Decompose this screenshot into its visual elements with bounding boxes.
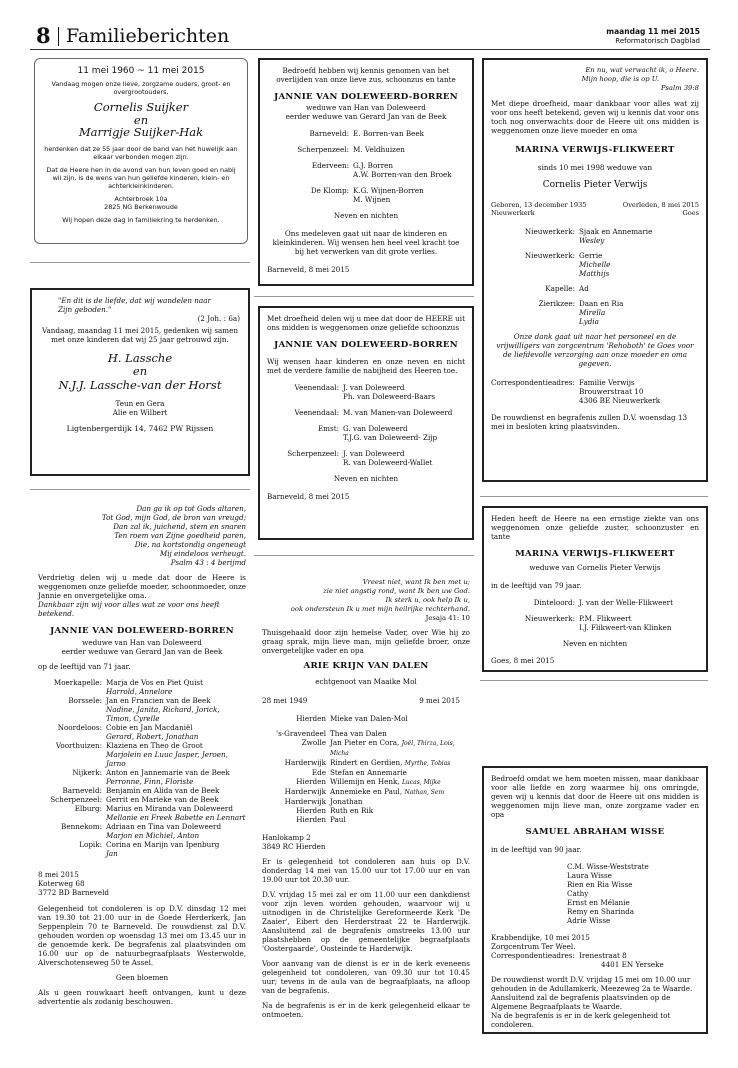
lassche-address: Ligtenbergerdijk 14, 7462 PW Rijssen [66,424,214,433]
jannie-family-list [38,678,246,858]
family-row: Bennekom: Adriaan en Tina van Doleweerd Marjon en Michiel, Anton [61,822,222,840]
anniversary-body-1: herdenken dat ze 55 jaar door de band van het huwelijk aan elkaar verbonden mogen zijn. [44,145,238,161]
siblings-family-list [267,129,465,204]
marina-dates [491,201,699,217]
obituary-jannie-children [34,498,250,1064]
couple-en: en [133,113,149,127]
arie-poem-1: Vreest niet, want Ik ben met u; [362,578,470,586]
siblings-body: Ons medeleven gaat uit naar de kinderen en kleinkinderen. Wij wensen hen heel veel kracht toe bij het verwerken van dit grote verlies. [272,229,460,256]
jannie-name: JANNIE VAN DOLEWEERD-BORREN [50,626,234,636]
obituary-samuel-wisse [482,766,708,1034]
jannie-poem-3: Dan zal ik, juichend, stem en snaren [113,522,246,531]
jannie-poem-5: Die, na kortstondig ongeneugt [134,540,246,549]
column-separator [254,296,474,297]
wisse-family-list [491,862,699,925]
family-member: Adrie Wisse [567,916,611,925]
family-member: Rien en Ria Wisse [567,880,633,889]
inlaws-place-date: Barneveld, 8 mei 2015 [267,492,350,501]
obituary-jannie-inlaws [258,306,474,540]
jannie-poem-2: Tot God, mijn God, de bron van vreugd; [101,513,246,522]
marina2-name: MARINA VERWIJS-FLIKWEERT [515,549,675,559]
family-member: Laura Wisse [567,871,612,880]
column-separator [30,489,250,490]
wisse-body-2: Aansluitend zal de begrafenis plaatsvinden op de Algemene Begraafplaats te Waarde. [491,993,671,1011]
arie-poem-2: zie niet angstig rond, want Ik ben uw God. [323,587,470,595]
arie-name: ARIE KRIJN VAN DALEN [303,661,429,671]
marina-born-place: Nieuwerkerk [491,209,535,217]
obituary-jannie-siblings [258,58,474,286]
family-member: Ernst en Mélanie [567,898,630,907]
family-row: Nieuwerkerk: P.M. Flikweert I.J. Flikweert-van Klinken [524,614,672,632]
corr-label: Correspondentieadres: [491,951,575,960]
lassche-kids-2: Alie en Wilbert [112,408,168,417]
arie-intro: Thuisgehaald door zijn hemelse Vader, over Wie hij zo graag sprak, mijn lieve man, mijn geliefde broer, onze onvergetelijke vader en opa [262,628,470,655]
anniversary-body-2: Dat de Heere hen in de avond van hun leven goed en nabij wil zijn, is de wens van hun geliefde kinderen, klein- en achterkleinkinderen. [46,166,236,190]
lassche-name-1: H. Lassche [107,351,173,365]
jannie-intro: Verdrietig delen wij u mede dat door de Heere is weggenomen onze geliefde moeder, schoonmoeder, onze Jannie en onvergetelijke oma. [38,573,246,600]
arie-died: 9 mei 2015 [419,696,460,705]
jannie-flowers: Geen bloemen [115,973,169,982]
marina-poem-ref: Psalm 39:8 [661,84,699,92]
wisse-care: Zorgcentrum Ter Weel. [491,942,576,951]
family-member: Remy en Sharinda [567,907,635,916]
family-row: Kapelle: Ad [545,284,589,293]
wisse-age: in de leeftijd van 90 jaar. [491,845,582,854]
family-row: Dinteloord: J. van der Welle-Flikweert [533,598,673,607]
siblings-nephews: Neven en nichten [333,211,399,220]
arie-family-list [262,714,470,824]
family-row: Emst: G. van Doleweerd T.J.G. van Doleweerd- Zijp [317,424,438,442]
marina2-place-date: Goes, 8 mei 2015 [491,656,555,665]
jannie-thanks: Dankbaar zijn wij voor alles wat ze voor ons heeft betekend. [38,600,220,618]
page-number: 8 [36,23,51,48]
lassche-quote-ref: (2 Joh. : 6a) [197,314,240,323]
family-row: Harderwijk Annemieke en Paul, Nathan, Sem [284,787,445,796]
family-row: Nieuwerkerk: Gerrie Michelle Matthijs [524,251,611,278]
marina-poem-2: Mijn hoop, die is op U. [581,75,659,83]
obituary-marina-siblings [482,506,708,672]
arie-dates [262,696,470,705]
header-rule [30,49,710,50]
family-row: Nieuwerkerk: Sjaak en Annemarie Wesley [524,227,653,245]
couple-name-2: Marrigje Suijker-Hak [78,125,204,139]
inlaws-body: Wij wensen haar kinderen en onze neven en nicht met de verdere familie de nabijheid des Heeren toe. [267,357,465,375]
family-row: Zwolle Jan Pieter en Cora, Joël, Thirza, Lois, Micha [301,738,455,757]
family-row: Scherpenzeel: J. van Doleweerd R. van Doleweerd-Wallet [287,449,433,467]
lassche-kids-1: Teun en Gera [115,399,165,408]
family-row: Elburg: Marius en Miranda van Doleweerd Mellanie en Freek Babette en Lennart [74,804,246,822]
family-row: Harderwijk Jonathan [284,797,363,806]
anniversary-address-2: 2825 NG Berkenwoude [104,203,178,211]
family-row: Zierikzee: Daan en Ria Mirella Lydia [538,299,624,326]
marina2-family-list [491,598,699,632]
column-separator [480,680,708,681]
arie-address-1: Hanlokamp 2 [262,833,311,842]
header-divider [58,27,59,46]
jannie-poem-ref: Psalm 43 : 4 berijmd [170,558,246,567]
marina-husband: Cornelis Pieter Verwijs [542,180,648,190]
family-row: De Klomp: K.G. Wijnen-Borren M. Wijnen [310,186,424,204]
anniversary-closing: Wij hopen deze dag in familiekring te herdenken. [62,216,220,224]
family-row: Noordeloos: Cobie en Jan Macdaniël Gerard, Robert, Jonathan [57,723,199,741]
arie-born: 28 mei 1949 [262,696,308,705]
jannie-closing: Als u geen rouwkaart heeft ontvangen, kunt u deze advertentie als zodanig beschouwen. [38,988,246,1006]
family-row: Borssele: Jan en Francien van de Beek Nadine, Janita, Richard, Jorick, Timon, Cyrelle [68,696,220,723]
siblings-widow: weduwe van Han van Doleweerd [306,103,426,112]
family-member: Cathy [567,889,589,898]
marina2-nephews: Neven en nichten [562,639,628,648]
siblings-place-date: Barneveld, 8 mei 2015 [267,265,350,274]
section-title: Familieberichten [66,25,230,47]
marina-funeral-info: De rouwdienst en begrafenis zullen D.V. woensdag 13 mei in besloten kring plaatsvinden. [491,413,688,431]
column-separator [480,496,708,497]
marina-family-list [491,227,699,326]
anniversary-ad-suijker [34,58,248,244]
siblings-prev: eerder weduwe van Gerard Jan van de Beek [285,112,447,121]
arie-body-2: D.V. vrijdag 15 mei zal er om 11.00 uur een dankdienst voor zijn leven worden gehouden, waarvoor wij u uitnodigen in de Christelijke Gereformeerde Kerk 'De Zaaier', Eibert den Herderstraat 22 te Harderwijk. Aansluitend zal de begrafenis omstreeks 13.00 uur plaatshebben op de gemeentelijke begraafplaats 'Oostergaarde', Oosteinde te Harderwijk. [262,890,470,953]
family-row: Hierden Paul [296,815,346,824]
family-row: Ederveen: G.J. Borren A.W. Borren-van den Broek [311,161,452,179]
wisse-body-1: De rouwdienst wordt D.V. vrijdag 15 mei om 10.00 uur gehouden in de Adullamkerk, Meezeweg 2a te Waarde. [491,975,693,993]
corr-line-2: Brouwerstraat 10 [579,387,644,396]
family-row: Hierden Willemijn en Henk, Lucas, Mijke [296,777,441,786]
jannie-poem-4: Ten roem van Zijne goedheid paren, [114,531,246,540]
marina-died-place: Goes [682,209,699,217]
wisse-correspondence [491,951,699,969]
family-row: Veenendaal: J. van Doleweerd Ph. van Doleweerd-Baars [294,383,436,401]
jannie-address-1: Koterweg 68 [38,879,85,888]
marina-born: Geboren, 13 december 1935 [491,201,587,209]
marina2-intro: Heden heeft de Heere na een ernstige ziekte van ons weggenomen onze geliefde zuster, schoonzuster en tante [491,514,699,541]
family-row: Ede Stefan en Annemarie [311,768,407,777]
family-row: Voorthuizen: Klaziena en Theo de Groot Marjolein en Luuc Jasper, Jeroen, Jarno [55,741,228,768]
inlaws-nephews: Neven en nichten [333,474,399,483]
family-row: Barneveld: E. Borren-van Beek [309,129,425,138]
header-date: maandag 11 mei 2015 [606,27,700,36]
column-separator [254,555,474,556]
inlaws-intro: Met droefheid delen wij u mee dat door de HEERE uit ons midden is weggenomen onze geliefde schoonzus [267,314,465,332]
family-row: Nijkerk: Anton en Jannemarie van de Beek Perronne, Finn, Floriste [72,768,230,786]
wisse-name: SAMUEL ABRAHAM WISSE [525,827,665,837]
corr-label: Correspondentieadres: [491,378,575,387]
marina-since: sinds 10 mei 1998 weduwe van [537,163,653,172]
family-row: Hierden Mieke van Dalen-Mol [296,714,408,723]
anniversary-intro: Vandaag mogen onze lieve, zorgzame ouders, groot- en overgrootouders, [51,80,231,96]
wisse-place-date: Krabbendijke, 10 mei 2015 [491,933,590,942]
marina-died: Overleden, 8 mei 2015 [622,201,699,209]
lassche-quote: "En dit is de liefde, dat wij wandelen naar Zijn geboden." [58,296,211,314]
family-row: Moerkapelle: Marja de Vos en Piet Quist Harrold, Annelore [53,678,203,696]
lassche-en: en [132,364,148,378]
arie-spouse: echtgenoot van Maaike Mol [315,677,417,686]
jannie-funeral-info: Gelegenheid tot condoleren is op D.V. dinsdag 12 mei van 19.30 tot 21.00 uur in de Goede Herderkerk, Jan Seppenplein 70 te Barneveld. De rouwdienst zal D.V. gehouden worden op woensdag 13 mei om 13.45 uur in de genoemde kerk. De begrafenis zal plaatsvinden om 16.00 uur op de natuurbegraafplaats Westerwolde, Alverschotenseweg 50 te Assel. [38,904,246,967]
family-row: Barneveld: Benjamin en Alida van de Beek [62,786,220,795]
anniversary-ad-lassche [30,288,250,476]
family-row: Scherpenzeel: Gerrit en Marieke van de Beek [50,795,219,804]
jannie-date: 8 mei 2015 [38,870,79,879]
siblings-name: JANNIE VAN DOLEWEERD-BORREN [274,92,458,102]
arie-poem-ref: Jesaja 41: 10 [425,614,470,622]
anniversary-dates: 11 mei 1960 ~ 11 mei 2015 [77,66,205,76]
siblings-intro: Bedroefd hebben wij kennis genomen van het overlijden van onze lieve zus, schoonzus en tante [276,66,456,84]
inlaws-name: JANNIE VAN DOLEWEERD-BORREN [274,340,458,350]
corr-line-3: 4306 BE Nieuwerkerk [579,396,661,405]
header-newspaper: Reformatorisch Dagblad [615,37,700,45]
family-row: Veenendaal: M. van Manen-van Doleweerd [294,408,453,417]
marina-name: MARINA VERWIJS-FLIKWEERT [515,145,675,155]
corr-line-1: Irenestraat 8 [579,951,627,960]
jannie-address-2: 3772 BD Barneveld [38,888,110,897]
jannie-widow: weduwe van Han van Doleweerd [82,638,202,647]
marina-poem-1: En nu, wat verwacht ik, o Heere. [585,66,699,74]
couple-name-1: Cornelis Suijker [93,100,189,114]
corr-line-1: Familie Verwijs [579,378,635,387]
wisse-intro: Bedroefd omdat we hem moeten missen, maar dankbaar voor alle liefde en zorg waarmee hij ons omringde, geven wij u kennis dat door de Heere uit ons midden is weggenomen mijn lieve man, onze zorgzame vader en opa [491,774,699,819]
jannie-age: op de leeftijd van 71 jaar. [38,662,131,671]
lassche-name-2: N.J.J. Lassche-van der Horst [58,378,222,392]
anniversary-address-1: Achterbroek 10a [114,195,168,203]
obituary-arie-van-dalen [258,572,474,1042]
arie-poem-4: ook ondersteun Ik u met mijn heilrijke rechterhand. [290,605,470,613]
family-row: 's-Gravendeel Thea van Dalen [276,729,387,738]
family-row: Hierden Ruth en Rik [296,806,374,815]
page-header [30,24,710,48]
family-member: C.M. Wisse-Weststrate [567,862,649,871]
marina-thanks: Onze dank gaat uit naar het personeel en de vrijwilligers van zorgcentrum 'Rehoboth' te Goes voor de liefdevolle verzorging aan onze moeder en oma gegeven. [496,332,694,368]
arie-address-2: 3849 RC Hierden [262,842,326,851]
marina2-widow: weduwe van Cornelis Pieter Verwijs [529,563,661,572]
family-row: Harderwijk Rindert en Gerdien, Myrthe, Tobias [284,758,451,767]
marina2-age: in de leeftijd van 79 jaar. [491,581,582,590]
column-separator [30,262,250,263]
lassche-text: Vandaag, maandag 11 mei 2015, gedenken wij samen met onze kinderen dat wij 25 jaar getrouwd zijn. [41,326,238,344]
arie-poem-3: Ik sterk u, ook help Ik u, [385,596,470,604]
family-row: Scherpenzeel: M. Veldhuizen [297,145,405,154]
corr-line-2: 4401 EN Yerseke [601,960,664,969]
jannie-poem-6: Mij eindeloos verheugt. [159,549,246,558]
arie-body-3: Voor aanvang van de dienst is er in de kerk eveneens gelegenheid tot condoleren, van 09.30 uur tot 10.45 uur; tevens in de aula van de begraafplaats, na afloop van de begrafenis. [262,959,470,995]
marina-correspondence [491,378,699,405]
arie-body-1: Er is gelegenheid tot condoleren aan huis op D.V. donderdag 14 mei van 15.00 uur tot 17.00 uur en van 19.00 uur tot 20.30 uur. [262,857,470,884]
inlaws-family-list [267,383,465,467]
jannie-poem-1: Dan ga ik op tot Gods altaren, [136,504,246,513]
obituary-marina-children [482,58,708,482]
wisse-body-3: Na de begrafenis is er in de kerk gelegenheid tot condoleren. [491,1011,671,1029]
jannie-prev: eerder weduwe van Gerard Jan van de Beek [61,647,223,656]
arie-body-4: Na de begrafenis is er in de kerk gelegenheid elkaar te ontmoeten. [262,1001,470,1019]
marina-intro: Met diepe droefheid, maar dankbaar voor alles wat zij voor ons heeft betekend, geven wij u kennis dat voor ons toch nog onverwachts door de Heere uit ons midden is weggenomen onze lieve moeder en oma [491,99,699,135]
family-row: Lopik: Corina en Marijn van Ipenburg Jan [79,840,220,858]
